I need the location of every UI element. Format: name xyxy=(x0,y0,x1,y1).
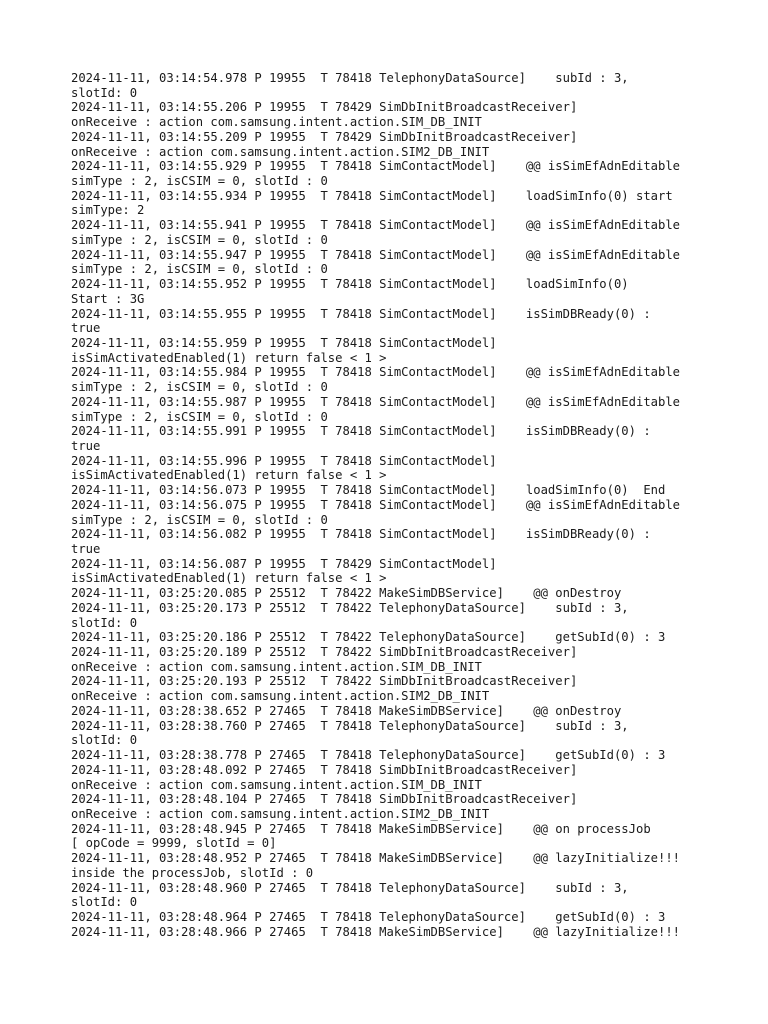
log-line: onReceive : action com.samsung.intent.action.SIM2_DB_INIT xyxy=(71,806,490,821)
log-line: inside the processJob, slotId : 0 xyxy=(71,865,314,880)
log-line: 2024-11-11, 03:28:48.960 P 27465 T 78418 TelephonyDataSource] subId : 3, xyxy=(71,880,629,895)
log-line: 2024-11-11, 03:25:20.193 P 25512 T 78422 SimDbInitBroadcastReceiver] xyxy=(71,674,578,689)
log-line: slotId: 0 xyxy=(71,895,138,910)
log-line: 2024-11-11, 03:14:55.996 P 19955 T 78418 SimContactModel] xyxy=(71,453,497,468)
log-line: 2024-11-11, 03:14:55.991 P 19955 T 78418 SimContactModel] isSimDBReady(0) : xyxy=(71,424,651,439)
log-line: simType : 2, isCSIM = 0, slotId : 0 xyxy=(71,262,328,277)
log-line: onReceive : action com.samsung.intent.action.SIM2_DB_INIT xyxy=(71,144,490,159)
log-line: 2024-11-11, 03:14:55.934 P 19955 T 78418 SimContactModel] loadSimInfo(0) start xyxy=(71,188,673,203)
log-line: simType : 2, isCSIM = 0, slotId : 0 xyxy=(71,512,328,527)
log-line: 2024-11-11, 03:14:55.955 P 19955 T 78418 SimContactModel] isSimDBReady(0) : xyxy=(71,306,651,321)
log-line: 2024-11-11, 03:14:55.959 P 19955 T 78418 SimContactModel] xyxy=(71,335,497,350)
log-line: 2024-11-11, 03:14:55.941 P 19955 T 78418 SimContactModel] @@ isSimEfAdnEditable xyxy=(71,218,681,233)
log-line: true xyxy=(71,542,101,556)
log-line: slotId: 0 xyxy=(71,733,138,748)
log-line: 2024-11-11, 03:28:48.945 P 27465 T 78418 MakeSimDBService] @@ on processJob xyxy=(71,821,651,836)
log-line: simType : 2, isCSIM = 0, slotId : 0 xyxy=(71,232,328,247)
log-line: 2024-11-11, 03:14:55.947 P 19955 T 78418 SimContactModel] @@ isSimEfAdnEditable xyxy=(71,247,681,262)
log-line: isSimActivatedEnabled(1) return false < 1 > xyxy=(71,350,387,365)
log-line: isSimActivatedEnabled(1) return false < 1 > xyxy=(71,571,387,586)
log-line: 2024-11-11, 03:28:38.778 P 27465 T 78418 TelephonyDataSource] getSubId(0) : 3 xyxy=(71,748,666,763)
log-line: simType : 2, isCSIM = 0, slotId : 0 xyxy=(71,174,328,189)
log-line: 2024-11-11, 03:25:20.189 P 25512 T 78422 SimDbInitBroadcastReceiver] xyxy=(71,645,578,660)
log-line: [ opCode = 9999, slotId = 0] xyxy=(71,836,277,851)
log-line: 2024-11-11, 03:28:48.966 P 27465 T 78418 MakeSimDBService] @@ lazyInitialize!!! xyxy=(71,924,681,939)
log-line: true xyxy=(71,438,101,453)
log-line: simType : 2, isCSIM = 0, slotId : 0 xyxy=(71,409,328,424)
log-line: slotId: 0 xyxy=(71,615,138,630)
log-line: 2024-11-11, 03:14:56.075 P 19955 T 78418 SimContactModel] @@ isSimEfAdnEditable xyxy=(71,497,681,512)
log-line: isSimActivatedEnabled(1) return false < 1 > xyxy=(71,468,387,483)
log-line: 2024-11-11, 03:14:56.087 P 19955 T 78429 SimContactModel] xyxy=(71,556,497,571)
log-line: onReceive : action com.samsung.intent.action.SIM_DB_INIT xyxy=(71,659,482,674)
log-line: onReceive : action com.samsung.intent.action.SIM_DB_INIT xyxy=(71,115,482,130)
log-line: 2024-11-11, 03:25:20.186 P 25512 T 78422 TelephonyDataSource] getSubId(0) : 3 xyxy=(71,630,666,645)
log-line: 2024-11-11, 03:25:20.173 P 25512 T 78422 TelephonyDataSource] subId : 3, xyxy=(71,600,629,615)
log-line: 2024-11-11, 03:14:56.082 P 19955 T 78418 SimContactModel] isSimDBReady(0) : xyxy=(71,527,651,542)
log-line: onReceive : action com.samsung.intent.action.SIM_DB_INIT xyxy=(71,777,482,792)
log-line: simType: 2 xyxy=(71,203,145,218)
log-line: 2024-11-11, 03:28:38.760 P 27465 T 78418 TelephonyDataSource] subId : 3, xyxy=(71,718,629,733)
log-line: Start : 3G xyxy=(71,291,145,306)
log-line: true xyxy=(71,321,101,336)
log-line: 2024-11-11, 03:28:48.092 P 27465 T 78418 SimDbInitBroadcastReceiver] xyxy=(71,762,578,777)
log-line: 2024-11-11, 03:28:48.104 P 27465 T 78418 SimDbInitBroadcastReceiver] xyxy=(71,792,578,807)
log-line: slotId: 0 xyxy=(71,85,138,100)
log-line: 2024-11-11, 03:28:48.964 P 27465 T 78418 TelephonyDataSource] getSubId(0) : 3 xyxy=(71,909,666,924)
log-line: 2024-11-11, 03:28:48.952 P 27465 T 78418 MakeSimDBService] @@ lazyInitialize!!! xyxy=(71,851,681,866)
log-text-block xyxy=(71,71,731,939)
log-line: 2024-11-11, 03:28:38.652 P 27465 T 78418 MakeSimDBService] @@ onDestroy xyxy=(71,703,622,718)
log-line: onReceive : action com.samsung.intent.action.SIM2_DB_INIT xyxy=(71,689,490,704)
log-line: 2024-11-11, 03:14:55.987 P 19955 T 78418 SimContactModel] @@ isSimEfAdnEditable xyxy=(71,394,681,409)
log-line: 2024-11-11, 03:14:55.209 P 19955 T 78429 SimDbInitBroadcastReceiver] xyxy=(71,129,578,144)
log-line: 2024-11-11, 03:25:20.085 P 25512 T 78422 MakeSimDBService] @@ onDestroy xyxy=(71,586,622,601)
log-line: 2024-11-11, 03:14:55.929 P 19955 T 78418 SimContactModel] @@ isSimEfAdnEditable xyxy=(71,159,681,174)
log-line: 2024-11-11, 03:14:55.206 P 19955 T 78429 SimDbInitBroadcastReceiver] xyxy=(71,100,578,115)
log-line: 2024-11-11, 03:14:54.978 P 19955 T 78418 TelephonyDataSource] subId : 3, xyxy=(71,71,629,85)
log-line: 2024-11-11, 03:14:55.952 P 19955 T 78418 SimContactModel] loadSimInfo(0) xyxy=(71,277,629,292)
log-line: simType : 2, isCSIM = 0, slotId : 0 xyxy=(71,380,328,395)
log-line: 2024-11-11, 03:14:55.984 P 19955 T 78418 SimContactModel] @@ isSimEfAdnEditable xyxy=(71,365,681,380)
log-line: 2024-11-11, 03:14:56.073 P 19955 T 78418 SimContactModel] loadSimInfo(0) End xyxy=(71,483,666,498)
